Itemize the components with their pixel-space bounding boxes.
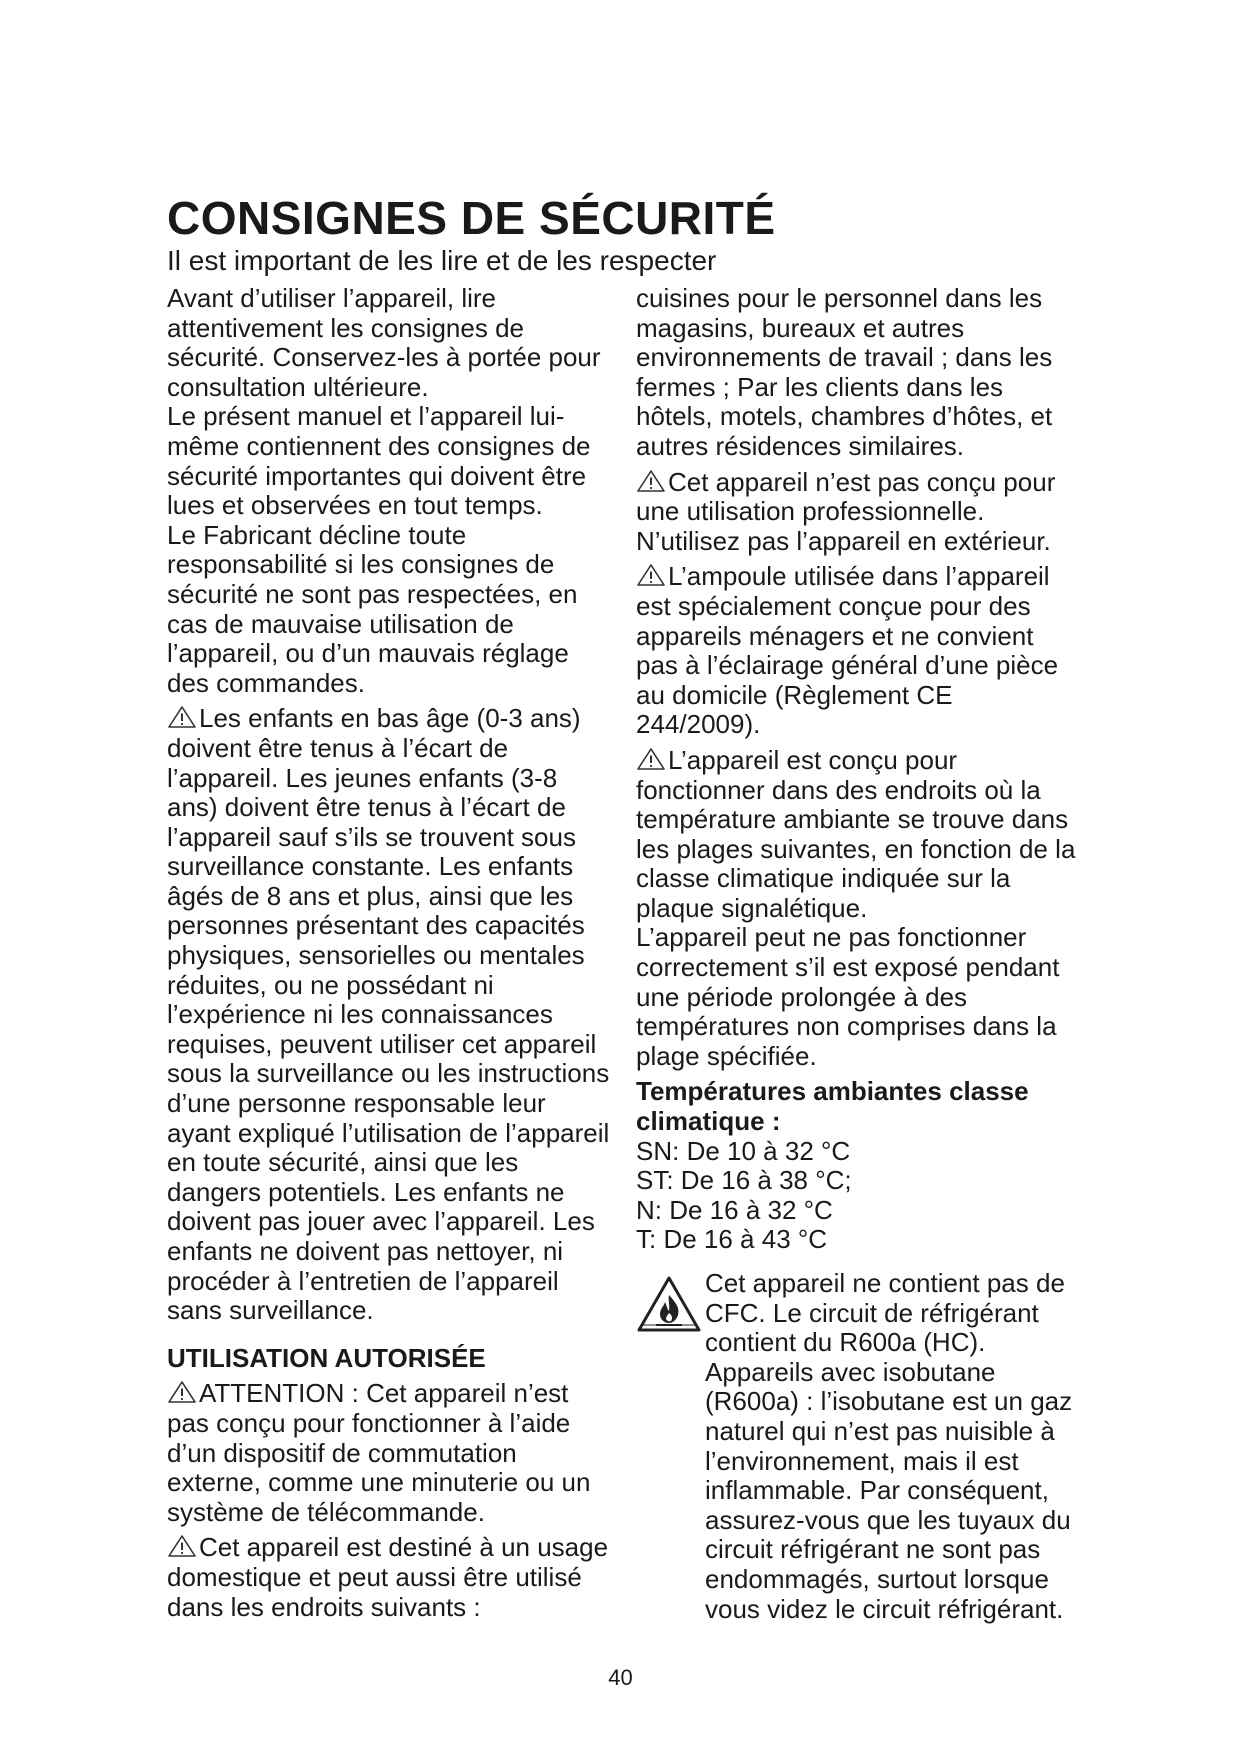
bulb-warning-text: L’ampoule utilisée dans l’appareil est spécialement conçue pour des appareils ménagers et ne convient pas à l’éclairage général d’une pièce au domicile (Règlement CE 244/2009). bbox=[636, 561, 1059, 740]
domestic-use-text: Cet appareil est destiné à un usage domestique et peut aussi être utilisé dans les endroits suivants : bbox=[167, 1532, 609, 1622]
attention-warning bbox=[167, 1379, 615, 1527]
manual-paragraph: Le présent manuel et l’appareil lui-même contiennent des consignes de sécurité importantes qui doivent être lues et observées en tout temps. bbox=[167, 401, 591, 521]
warning-triangle-icon bbox=[636, 563, 666, 587]
warning-triangle-icon bbox=[167, 705, 197, 729]
climate-warning bbox=[636, 746, 1076, 924]
domestic-use-warning bbox=[167, 1533, 615, 1622]
flammable-warning-icon bbox=[636, 1275, 702, 1333]
temperature-range-n: N: De 16 à 32 °C bbox=[636, 1194, 833, 1225]
children-warning-text: Les enfants en bas âge (0-3 ans) doivent être tenus à l’écart de l’appareil. Les jeunes enfants (3-8 ans) doivent être tenus à l’écart de l’appareil sauf s’ils se trouvent sous surveillance constante. Les enfants âgés de 8 ans et plus, ainsi que les personnes présentant des capacités physiques, sensorielles ou mentales réduites, ou ne possédant ni l’expérience ni les connaissances requises, peuvent utiliser cet appareil sous la surveillance ou les instructions d’une personne responsable leur ayant expliqué l’utilisation de l’appareil en toute sécurité, ainsi que les dangers potentiels. Les enfants ne doivent pas jouer avec l’appareil. Les enfants ne doivent pas nettoyer, ni procéder à l’entretien de l’appareil sans surveillance. bbox=[167, 703, 610, 1326]
professional-use-warning bbox=[636, 468, 1076, 557]
left-column bbox=[167, 284, 615, 1622]
warning-triangle-icon bbox=[167, 1534, 197, 1558]
children-warning bbox=[167, 704, 615, 1325]
temperature-range-st: ST: De 16 à 38 °C; bbox=[636, 1165, 852, 1196]
authorized-use-heading: UTILISATION AUTORISÉE bbox=[167, 1342, 486, 1373]
temperature-range-sn: SN: De 10 à 32 °C bbox=[636, 1135, 851, 1166]
liability-paragraph: Le Fabricant décline toute responsabilité si les consignes de sécurité ne sont pas respectées, en cas de mauvaise utilisation de l’appareil, ou d’un mauvais réglage des commandes. bbox=[167, 519, 578, 698]
climate-warning-text: L’appareil est conçu pour fonctionner dans des endroits où la température ambiante se trouve dans les plages suivantes, en fonction de la classe climatique indiquée sur la plaque signalétique. bbox=[636, 744, 1076, 923]
attention-warning-text: ATTENTION : Cet appareil n’est pas conçu pour fonctionner à l’aide d’un dispositif de commutation externe, comme une minuterie ou un système de télécommande. bbox=[167, 1378, 591, 1527]
temperature-range-t: T: De 16 à 43 °C bbox=[636, 1224, 828, 1255]
refrigerant-warning bbox=[636, 1269, 1076, 1624]
page-subtitle: Il est important de les lire et de les respecter bbox=[167, 245, 717, 276]
bulb-warning bbox=[636, 562, 1076, 740]
page-number: 40 bbox=[608, 1665, 633, 1690]
climate-class-heading: Températures ambiantes classe climatique : bbox=[636, 1076, 1029, 1137]
right-column bbox=[636, 284, 1076, 1624]
cfc-paragraph: Cet appareil ne contient pas de CFC. Le circuit de réfrigérant contient du R600a (HC). bbox=[705, 1268, 1065, 1358]
page-title: CONSIGNES DE SÉCURITÉ bbox=[167, 192, 776, 244]
intro-paragraph: Avant d’utiliser l’appareil, lire attentivement les consignes de sécurité. Conservez-les à portée pour consultation ultérieure. bbox=[167, 283, 601, 402]
isobutane-paragraph: Appareils avec isobutane (R600a) : l’isobutane est un gaz naturel qui n’est pas nuisible à l’environnement, mais il est inflammable. Par conséquent, assurez-vous que les tuyaux du circuit réfrigérant ne sont pas endommagés, surtout lorsque vous videz le circuit réfrigérant. bbox=[705, 1356, 1073, 1624]
warning-triangle-icon bbox=[636, 469, 666, 493]
temperature-exposure-paragraph: L’appareil peut ne pas fonctionner correctement s’il est exposé pendant une période prolongée à des températures non comprises dans la plage spécifiée. bbox=[636, 922, 1060, 1071]
professional-use-text: Cet appareil n’est pas conçu pour une utilisation professionnelle. N’utilisez pas l’appareil en extérieur. bbox=[636, 466, 1056, 556]
locations-paragraph: cuisines pour le personnel dans les magasins, bureaux et autres environnements de travail ; dans les fermes ; Par les clients dans les hôtels, motels, chambres d’hôtes, et autres résidences similaires. bbox=[636, 283, 1053, 461]
warning-triangle-icon bbox=[167, 1380, 197, 1404]
warning-triangle-icon bbox=[636, 747, 666, 771]
